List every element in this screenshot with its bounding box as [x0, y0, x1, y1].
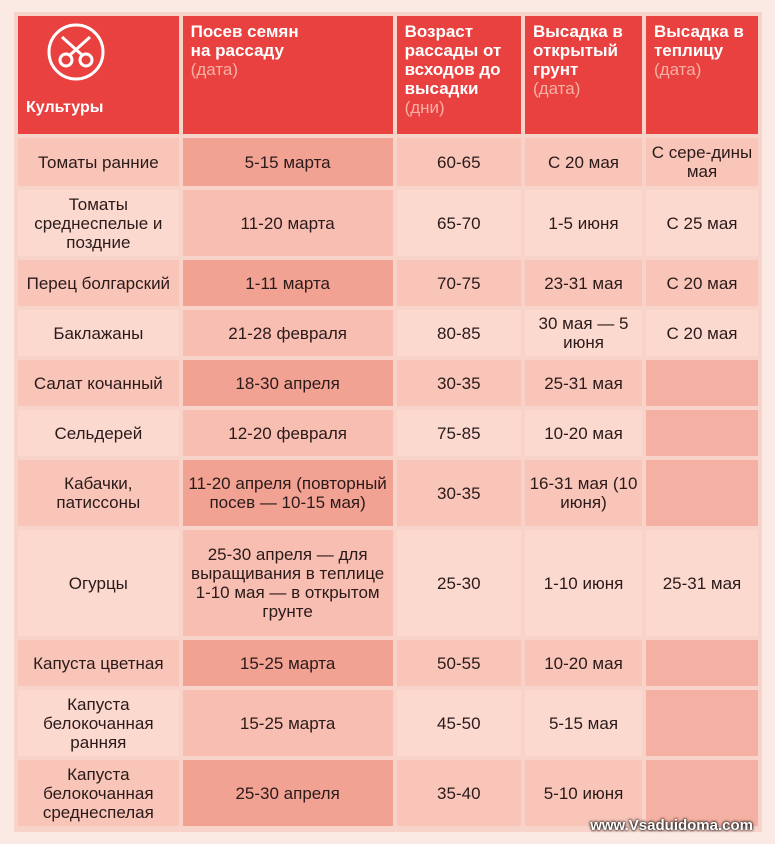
cell-sowing: 25-30 апреля [183, 760, 393, 826]
cell-greenhouse: С 25 мая [646, 190, 758, 256]
cell-open-ground: С 20 мая [525, 138, 642, 186]
table-row [18, 138, 758, 186]
cell-open-ground: 30 мая — 5 июня [525, 310, 642, 356]
header-age [397, 16, 521, 134]
cell-open-ground: 23-31 мая [525, 260, 642, 306]
planting-table [14, 12, 762, 830]
header-age-label: Возраст рассады от всходов до высадки [404, 22, 502, 98]
cell-open-ground: 1-10 июня [525, 530, 642, 636]
cell-sowing: 11-20 марта [183, 190, 393, 256]
cell-open-ground: 10-20 мая [525, 640, 642, 686]
cell-greenhouse: С 20 мая [646, 260, 758, 306]
cell-age: 45-50 [397, 690, 521, 756]
header-greenhouse [646, 16, 758, 134]
cell-sowing: 15-25 марта [183, 640, 393, 686]
cell-culture: Салат кочанный [18, 360, 179, 406]
table-row [18, 360, 758, 406]
header-open-ground-unit: (дата) [533, 79, 581, 98]
cell-age: 35-40 [397, 760, 521, 826]
cell-culture: Огурцы [18, 530, 179, 636]
cell-greenhouse [646, 360, 758, 406]
header-culture-label: Культуры [26, 99, 104, 116]
cell-age: 50-55 [397, 640, 521, 686]
cell-sowing: 15-25 марта [183, 690, 393, 756]
cell-open-ground: 16-31 мая (10 июня) [525, 460, 642, 526]
cell-greenhouse [646, 410, 758, 456]
cell-culture: Томаты ранние [18, 138, 179, 186]
cell-greenhouse: 25-31 мая [646, 530, 758, 636]
cell-greenhouse: С сере-дины мая [646, 138, 758, 186]
cell-sowing: 18-30 апреля [183, 360, 393, 406]
cell-age: 30-35 [397, 460, 521, 526]
table-row [18, 260, 758, 306]
cell-culture: Кабачки, патиссоны [18, 460, 179, 526]
table-row [18, 190, 758, 256]
table-row [18, 310, 758, 356]
cell-open-ground: 10-20 мая [525, 410, 642, 456]
cell-sowing: 12-20 февраля [183, 410, 393, 456]
table-row [18, 640, 758, 686]
cell-age: 70-75 [397, 260, 521, 306]
header-sowing [183, 16, 393, 134]
cell-sowing: 11-20 апреля (повторный посев — 10-15 мая) [183, 460, 393, 526]
cell-open-ground: 5-15 мая [525, 690, 642, 756]
planting-table-frame [14, 12, 762, 832]
header-sowing-unit: (дата) [190, 60, 239, 79]
table-header-row [18, 16, 758, 134]
cell-age: 65-70 [397, 190, 521, 256]
table-row [18, 410, 758, 456]
cell-sowing: 21-28 февраля [183, 310, 393, 356]
cell-sowing: 1-11 марта [183, 260, 393, 306]
cell-culture: Томаты среднеспелые и поздние [18, 190, 179, 256]
cell-age: 75-85 [397, 410, 521, 456]
header-greenhouse-unit: (дата) [653, 60, 702, 79]
cell-culture: Капуста цветная [18, 640, 179, 686]
cell-age: 60-65 [397, 138, 521, 186]
cell-culture: Баклажаны [18, 310, 179, 356]
header-sowing-label: Посев семян на рассаду [190, 22, 299, 60]
cell-culture: Капуста белокочанная ранняя [18, 690, 179, 756]
cell-open-ground: 5-10 июня [525, 760, 642, 826]
header-greenhouse-label: Высадка в теплицу [653, 22, 744, 60]
header-age-unit: (дни) [404, 98, 445, 117]
header-culture [18, 16, 179, 134]
cell-greenhouse: С 20 мая [646, 310, 758, 356]
cell-open-ground: 25-31 мая [525, 360, 642, 406]
cell-sowing: 5-15 марта [183, 138, 393, 186]
table-row [18, 460, 758, 526]
table-row [18, 690, 758, 756]
table-row [18, 530, 758, 636]
cell-open-ground: 1-5 июня [525, 190, 642, 256]
cell-culture: Сельдерей [18, 410, 179, 456]
cell-greenhouse [646, 460, 758, 526]
cell-age: 25-30 [397, 530, 521, 636]
cell-age: 30-35 [397, 360, 521, 406]
watermark: www.Vsaduidoma.com [590, 817, 753, 834]
scissors-icon [46, 22, 106, 82]
cell-culture: Капуста белокочанная среднеспелая [18, 760, 179, 826]
cell-age: 80-85 [397, 310, 521, 356]
cell-sowing: 25-30 апреля — для выращивания в теплице 1-10 мая — в открытом грунте [183, 530, 393, 636]
cell-greenhouse [646, 690, 758, 756]
cell-culture: Перец болгарский [18, 260, 179, 306]
cell-greenhouse [646, 640, 758, 686]
header-open-ground-label: Высадка в открытый грунт [533, 22, 623, 79]
header-open-ground [525, 16, 642, 134]
